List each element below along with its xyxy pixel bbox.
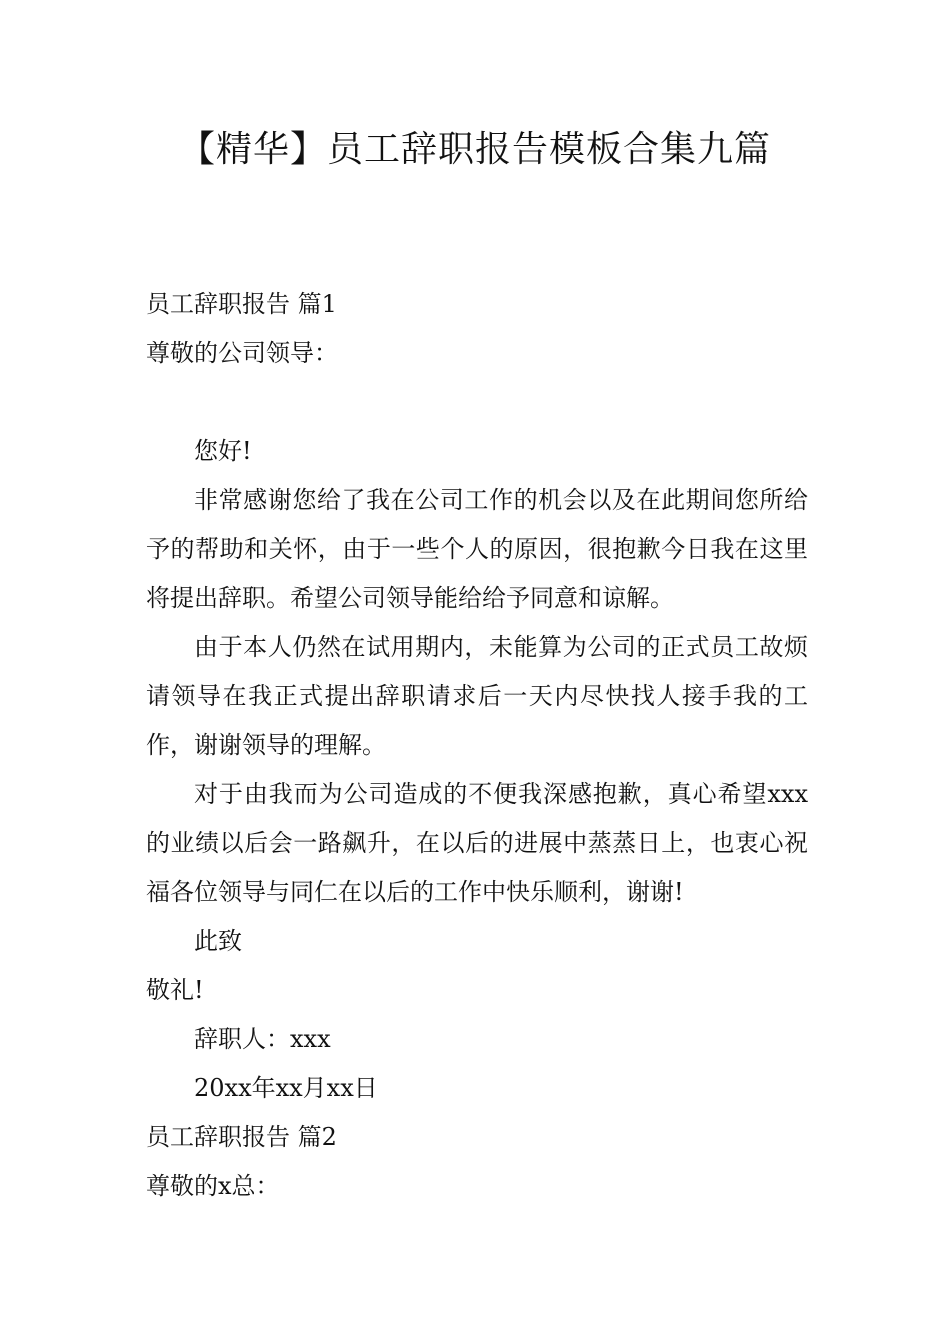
greeting: 您好! — [194, 437, 252, 465]
date-line: 20xx年xx月xx日 — [194, 1074, 378, 1102]
body-paragraph: 对于由我而为公司造成的不便我深感抱歉，真心希望xxx的业绩以后会一路飙升，在以后的进展中蒸蒸日上，也衷心祝福各位领导与同仁在以后的工作中快乐顺利，谢谢! — [146, 780, 808, 906]
salutation: 尊敬的x总： — [146, 1172, 280, 1200]
closing-line: 此致 — [194, 927, 242, 955]
section-heading: 员工辞职报告 篇2 — [146, 1123, 337, 1151]
blank-line — [146, 378, 808, 427]
body-paragraph: 非常感谢您给了我在公司工作的机会以及在此期间您所给予的帮助和关怀，由于一些个人的原因，很抱歉今日我在这里将提出辞职。希望公司领导能给给予同意和谅解。 — [146, 486, 808, 612]
document-body — [146, 280, 808, 1211]
body-paragraph: 由于本人仍然在试用期内，未能算为公司的正式员工故烦请领导在我正式提出辞职请求后一天内尽快找人接手我的工作，谢谢领导的理解。 — [146, 633, 808, 759]
document-title: 【精华】员工辞职报告模板合集九篇 — [178, 129, 771, 170]
salutation: 尊敬的公司领导： — [146, 339, 338, 367]
section-heading: 员工辞职报告 篇1 — [146, 290, 337, 318]
signer-line: 辞职人：xxx — [194, 1025, 331, 1053]
closing-salute: 敬礼! — [146, 976, 204, 1004]
